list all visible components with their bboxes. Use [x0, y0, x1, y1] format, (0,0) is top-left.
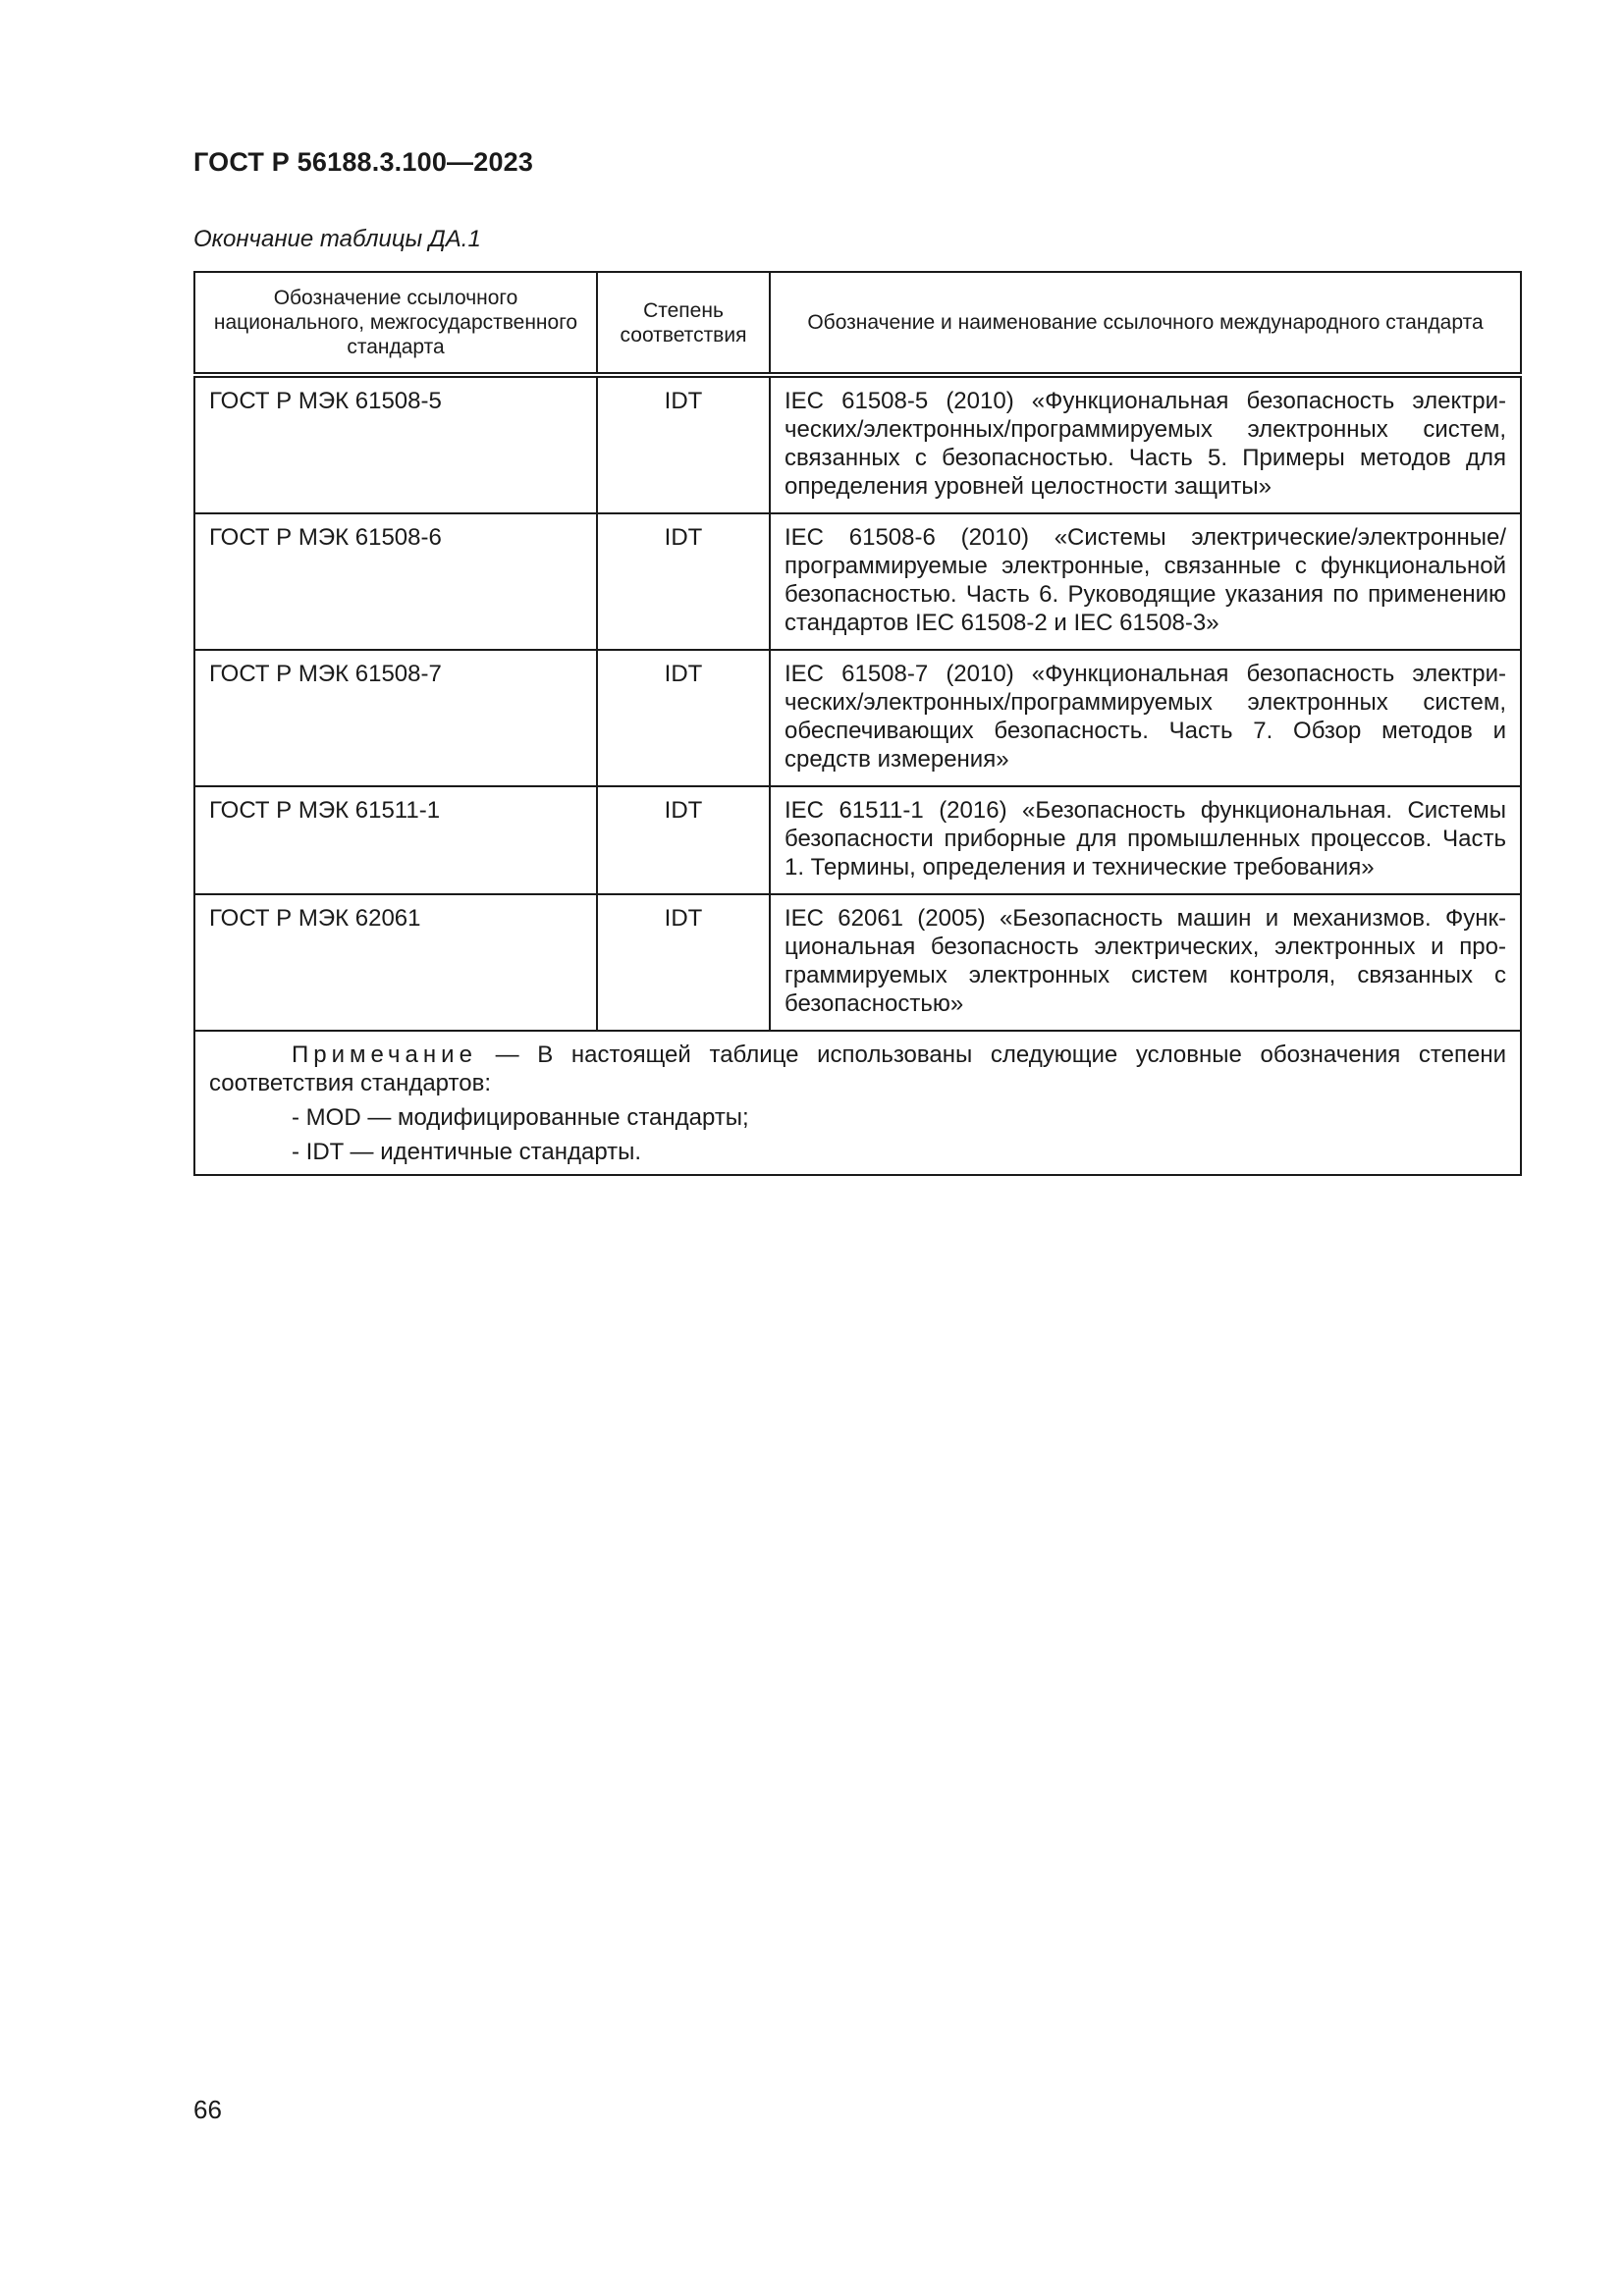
national-standard-cell: ГОСТ Р МЭК 61508-6	[194, 513, 597, 650]
document-code-header: ГОСТ Р 56188.3.100—2023	[193, 147, 534, 177]
column-header-degree-of-correspondence: Степень соответствия	[597, 272, 770, 375]
table-row	[194, 894, 1521, 1031]
note-list-item: - MOD — модифицированные стандарты;	[292, 1104, 749, 1131]
note-text: — В настоящей таблице использованы следующие условные обозначения степени соответствия стандартов:	[209, 1041, 1506, 1096]
note-heading	[209, 1041, 1506, 1097]
degree-cell: IDT	[597, 375, 770, 513]
reference-standards-table	[193, 271, 1522, 1176]
national-standard-cell: ГОСТ Р МЭК 61508-5	[194, 375, 597, 513]
column-header-national-standard: Обозначение ссылочного национального, межгосударственного стандарта	[194, 272, 597, 375]
degree-cell: IDT	[597, 513, 770, 650]
table-row	[194, 375, 1521, 513]
note-label: Примечание	[292, 1041, 477, 1068]
international-standard-cell: IEC 62061 (2005) «Безопасность машин и механизмов. Функциональная безопасность электрических, электронных и программируемых электронных систем контроля, связанных с безопасностью»	[770, 894, 1521, 1031]
national-standard-cell: ГОСТ Р МЭК 62061	[194, 894, 597, 1031]
international-standard-cell: IEC 61508-6 (2010) «Системы электрические/электронные/ программируемые электронные, связанные с функциональной безопасностью. Часть 6. Руководящие указания по применению стандартов IEC 61508-2 и IEC 61508-3»	[770, 513, 1521, 650]
national-standard-cell: ГОСТ Р МЭК 61511-1	[194, 786, 597, 894]
page-number: 66	[193, 2095, 222, 2124]
international-standard-cell: IEC 61511-1 (2016) «Безопасность функциональная. Системы безопасности приборные для промышленных процессов. Часть 1. Термины, определения и технические требования»	[770, 786, 1521, 894]
international-standard-cell: IEC 61508-5 (2010) «Функциональная безопасность электрических/электронных/программируемых электронных систем, связанных с безопасностью. Часть 5. Примеры методов для определения уровней целостности защиты»	[770, 375, 1521, 513]
international-standard-cell: IEC 61508-7 (2010) «Функциональная безопасность электрических/электронных/программируемых электронных систем, обеспечивающих безопасность. Часть 7. Обзор методов и средств измерения»	[770, 650, 1521, 786]
table-row	[194, 786, 1521, 894]
table-caption: Окончание таблицы ДА.1	[193, 226, 481, 252]
table-header-row	[194, 272, 1521, 375]
table-header	[194, 272, 1521, 375]
degree-cell: IDT	[597, 786, 770, 894]
table-body	[194, 375, 1521, 1175]
table-note-row	[194, 1031, 1521, 1175]
table-row	[194, 513, 1521, 650]
note-list-item: - IDT — идентичные стандарты.	[292, 1139, 642, 1165]
column-header-international-standard: Обозначение и наименование ссылочного международного стандарта	[770, 272, 1521, 375]
table-row	[194, 650, 1521, 786]
degree-cell: IDT	[597, 894, 770, 1031]
national-standard-cell: ГОСТ Р МЭК 61508-7	[194, 650, 597, 786]
degree-cell: IDT	[597, 650, 770, 786]
table-note	[194, 1031, 1521, 1175]
